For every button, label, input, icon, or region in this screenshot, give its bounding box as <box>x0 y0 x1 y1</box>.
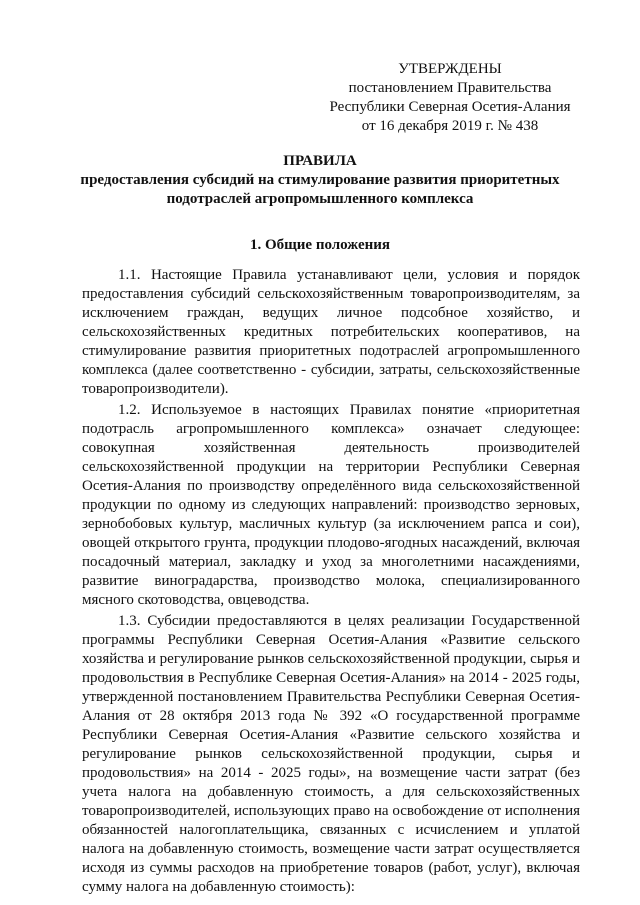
approval-stamp <box>320 60 580 136</box>
title-subtitle: предоставления субсидий на стимулирование развития приоритетных подотраслей агропромышленного комплекса <box>80 172 560 207</box>
paragraph-1-3: 1.3. Субсидии предоставляются в целях реализации Государственной программы Республики Северная Осетия-Алания «Развитие сельского хозяйства и регулирование рынков сельскохозяйственной продукции, сырья и продовольствия в Республике Северная Осетия-Алания» на 2014 - 2025 годы, утвержденной постановлением Правительства Республики Северная Осетия-Алания от 28 октября 2013 года № 392 «О государственной программе Республики Северная Осетия-Алания «Развитие сельского хозяйства и регулирование рынков сельскохозяйственной продукции, сырья и продовольствия» на 2014 - 2025 годы», на возмещение части затрат (без учета налога на добавленную стоимость, а для сельскохозяйственных товаропроизводителей, использующих право на освобождение от исполнения обязанностей налогоплательщика, связанных с исчислением и уплатой налога на добавленную стоимость, возмещение части затрат осуществляется исходя из суммы расходов на приобретение товаров (работ, услуг), включая сумму налога на добавленную стоимость): <box>82 613 580 895</box>
document-title <box>60 152 580 209</box>
document-body <box>82 266 580 899</box>
approval-line-republic: Республики Северная Осетия-Алания <box>329 99 571 115</box>
section-title: 1. Общие положения <box>249 237 391 253</box>
approval-line-resolution: постановлением Правительства <box>348 80 552 96</box>
paragraph-1-2: 1.2. Используемое в настоящих Правилах понятие «приоритетная подотрасль агропромышленного комплекса» означает следующее: совокупная хозяйственная деятельность производителей сельскохозяйственной продукции на территории Республики Северная Осетия-Алания по производству определённого вида сельскохозяйственной продукции по одному из следующих направлений: производство зерновых, зернобобовых культур, масличных культур (за исключением рапса и сои), овощей открытого грунта, продукции плодово-ягодных насаждений, включая посадочный материал, закладку и уход за многолетними насаждениями, развитие виноградарства, производство молока, специализированного мясного скотоводства, овцеводства. <box>82 402 580 608</box>
paragraph-1-1: 1.1. Настоящие Правила устанавливают цели, условия и порядок предоставления субсидий сельскохозяйственным товаропроизводителям, за исключением граждан, ведущих личное подсобное хозяйство, и сельскохозяйственных кредитных потребительских кооперативов, на стимулирование развития приоритетных подотраслей агропромышленного комплекса (далее соответственно - субсидии, затраты, сельскохозяйственные товаропроизводители). <box>82 267 580 397</box>
approval-line-date: от 16 декабря 2019 г. № 438 <box>361 118 539 134</box>
approval-line-approved: УТВЕРЖДЕНЫ <box>398 61 502 77</box>
title-heading: ПРАВИЛА <box>283 153 357 169</box>
